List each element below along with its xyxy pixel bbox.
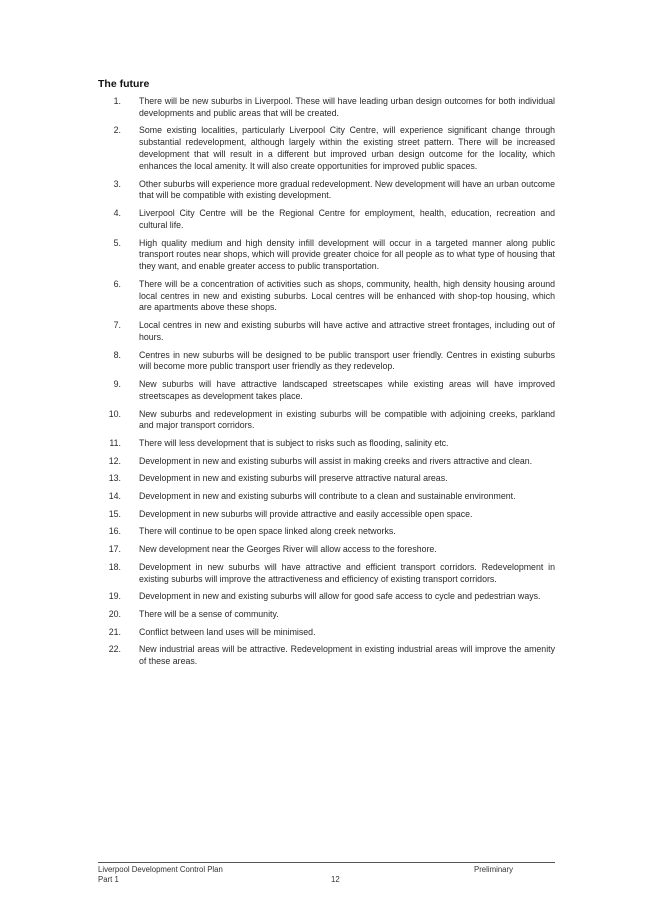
list-item-number: 4. xyxy=(113,208,121,219)
list-item-number: 18. xyxy=(108,561,121,572)
list-item xyxy=(98,491,555,503)
list-item-number: 11. xyxy=(109,438,121,449)
list-item-text: Conflict between land uses will be minimised. xyxy=(139,626,316,637)
list-item-text: Development in new suburbs will provide attractive and easily accessible open space. xyxy=(139,508,473,519)
list-item-text: There will be a concentration of activities such as shops, community, health, high density housing around local centres in new and existing suburbs. Local centres will be enhanced with shop-top housing, which are apartments above these shops. xyxy=(139,278,555,313)
footer-document-title: Liverpool Development Control Plan xyxy=(98,865,223,874)
page-number: 12 xyxy=(331,875,340,884)
list-item xyxy=(98,238,555,273)
list-item xyxy=(98,591,555,603)
list-item xyxy=(98,473,555,485)
list-item-text: Development in new and existing suburbs will preserve attractive natural areas. xyxy=(139,473,448,484)
list-item-number: 2. xyxy=(113,125,121,136)
list-item-text: High quality medium and high density infill development will occur in a targeted manner along public transport routes near shops, which will provide greater choice for all people as to what type of housing that they want, and enable greater access to public transportation. xyxy=(139,237,555,272)
list-item-number: 1. xyxy=(113,96,121,106)
list-item xyxy=(98,125,555,172)
list-item-number: 17. xyxy=(108,544,121,555)
list-item xyxy=(98,350,555,374)
list-item-number: 5. xyxy=(113,237,121,248)
list-item-number: 10. xyxy=(108,408,121,419)
list-item-text: New industrial areas will be attractive. Redevelopment in existing industrial areas will improve the amenity of these areas. xyxy=(139,644,555,667)
list-item-text: There will continue to be open space linked along creek networks. xyxy=(139,526,396,537)
list-item-text: New suburbs will have attractive landscaped streetscapes while existing areas will have improved streetscapes as development takes place. xyxy=(139,379,555,401)
list-item xyxy=(98,456,555,468)
list-item-text: Other suburbs will experience more gradual redevelopment. New development will have an urban outcome that will be compatible with existing development. xyxy=(139,178,555,201)
list-item-text: There will be new suburbs in Liverpool. These will have leading urban design outcomes for both individual developments and public areas that will be created. xyxy=(139,96,555,118)
list-item-number: 7. xyxy=(113,320,121,331)
list-item xyxy=(98,562,555,586)
list-item-text: Local centres in new and existing suburbs will have active and attractive street frontages, including out of hours. xyxy=(139,320,555,342)
list-item-text: New suburbs and redevelopment in existing suburbs will be compatible with adjoining creeks, parkland and major transport corridors. xyxy=(139,408,555,431)
footer-divider xyxy=(98,862,555,863)
footer-part: Part 1 xyxy=(98,875,119,884)
list-item xyxy=(98,509,555,521)
list-item-number: 20. xyxy=(108,609,121,620)
list-item xyxy=(98,279,555,314)
list-item xyxy=(98,320,555,344)
list-item-number: 14. xyxy=(108,491,121,502)
numbered-list xyxy=(98,96,555,674)
list-item-number: 12. xyxy=(108,455,121,466)
list-item-number: 13. xyxy=(108,473,121,484)
list-item-number: 8. xyxy=(113,349,121,360)
list-item-number: 21. xyxy=(108,626,121,637)
list-item xyxy=(98,379,555,403)
list-item-text: There will be a sense of community. xyxy=(139,609,279,620)
list-item xyxy=(98,609,555,621)
list-item xyxy=(98,544,555,556)
list-item xyxy=(98,409,555,433)
list-item xyxy=(98,438,555,450)
list-item xyxy=(98,526,555,538)
section-heading: The future xyxy=(98,78,150,90)
list-item xyxy=(98,179,555,203)
list-item-text: Centres in new suburbs will be designed to be public transport user friendly. Centres in existing suburbs will become more public transport user friendly as they redevelop. xyxy=(139,349,555,372)
list-item-number: 15. xyxy=(108,508,121,519)
list-item-number: 16. xyxy=(108,526,121,537)
list-item xyxy=(98,96,555,120)
list-item-text: There will less development that is subject to risks such as flooding, salinity etc. xyxy=(139,438,449,449)
list-item-number: 22. xyxy=(108,644,121,655)
footer-status: Preliminary xyxy=(474,865,513,874)
list-item-text: New development near the Georges River will allow access to the foreshore. xyxy=(139,544,437,555)
list-item-text: Development in new and existing suburbs will assist in making creeks and rivers attractive and clean. xyxy=(139,455,533,466)
list-item-text: Development in new and existing suburbs will contribute to a clean and sustainable environment. xyxy=(139,491,516,502)
list-item-text: Development in new and existing suburbs will allow for good safe access to cycle and pedestrian ways. xyxy=(139,591,541,602)
list-item-number: 9. xyxy=(113,379,121,390)
list-item-number: 19. xyxy=(108,591,121,602)
list-item-number: 3. xyxy=(113,178,121,189)
list-item xyxy=(98,627,555,639)
list-item xyxy=(98,208,555,232)
list-item-number: 6. xyxy=(113,278,121,289)
list-item-text: Development in new suburbs will have attractive and efficient transport corridors. Redevelopment in existing suburbs will improve the attractiveness and efficiency of existing transport corridors. xyxy=(139,561,555,584)
list-item xyxy=(98,644,555,668)
list-item-text: Some existing localities, particularly Liverpool City Centre, will experience significant change through substantial redevelopment, although largely within the existing street pattern. There will be increased development that will result in a different but improved urban design outcome for the locality, which enhances the local amenity. It will also create opportunities for improved public spaces. xyxy=(139,125,555,171)
list-item-text: Liverpool City Centre will be the Regional Centre for employment, health, education, recreation and cultural life. xyxy=(139,208,555,230)
